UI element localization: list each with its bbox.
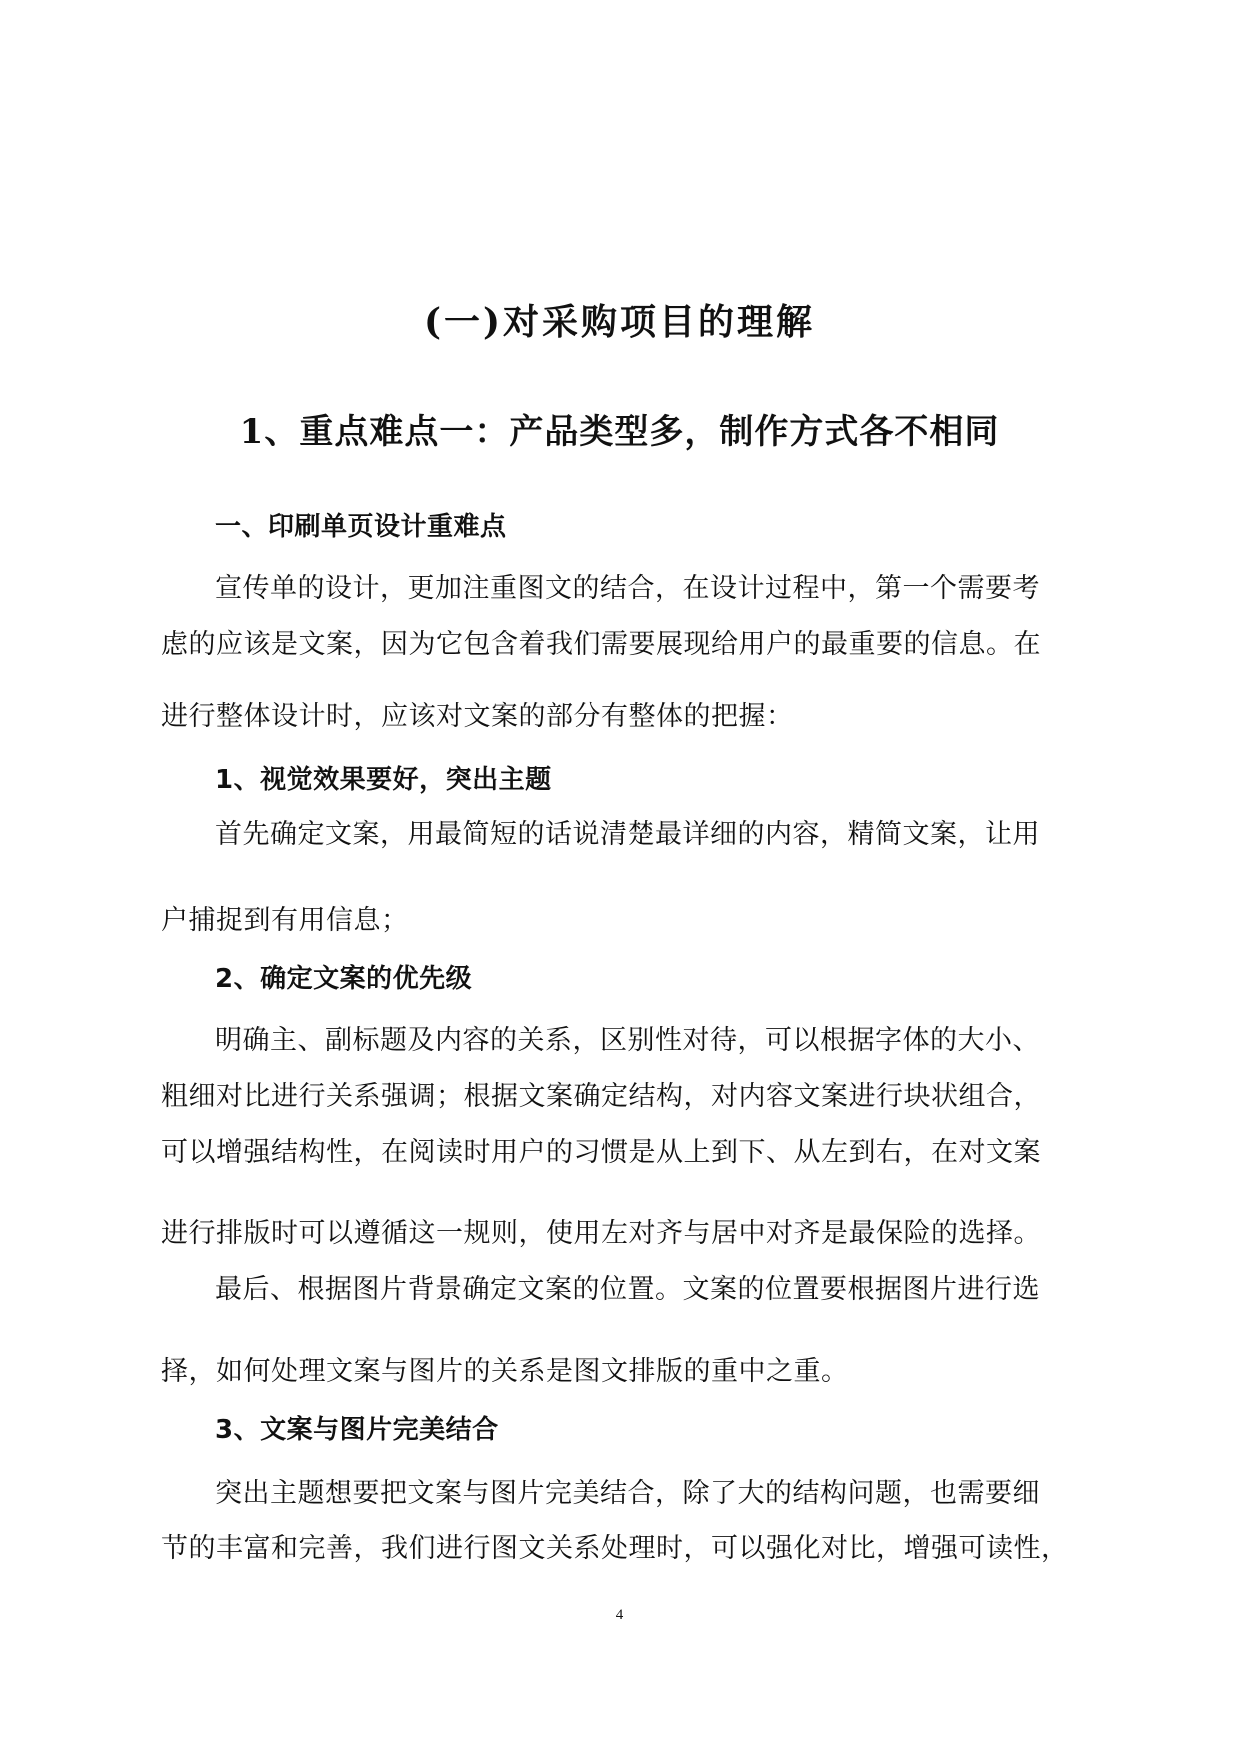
page-number: 4 bbox=[615, 1607, 624, 1623]
section-subtitle: 1、重点难点一：产品类型多，制作方式各不相同 bbox=[239, 412, 1000, 452]
item-heading: 1、视觉效果要好，突出主题 bbox=[215, 765, 552, 795]
paragraph-line: 明确主、副标题及内容的关系，区别性对待，可以根据字体的大小、 bbox=[215, 1025, 1040, 1056]
paragraph-line: 节的丰富和完善，我们进行图文关系处理时，可以强化对比，增强可读性， bbox=[161, 1533, 1069, 1564]
paragraph-line: 粗细对比进行关系强调；根据文案确定结构，对内容文案进行块状组合， bbox=[161, 1081, 1041, 1112]
paragraph-line: 最后、根据图片背景确定文案的位置。文案的位置要根据图片进行选 bbox=[215, 1274, 1040, 1305]
page-title: (一)对采购项目的理解 bbox=[423, 301, 816, 343]
paragraph-line: 可以增强结构性，在阅读时用户的习惯是从上到下、从左到右，在对文案 bbox=[161, 1137, 1041, 1168]
item-heading: 3、文案与图片完美结合 bbox=[215, 1415, 499, 1445]
paragraph-line: 突出主题想要把文案与图片完美结合，除了大的结构问题，也需要细 bbox=[215, 1478, 1040, 1509]
paragraph-line: 户捕捉到有用信息； bbox=[161, 905, 409, 936]
paragraph-line: 择，如何处理文案与图片的关系是图文排版的重中之重。 bbox=[161, 1356, 849, 1387]
paragraph-line: 首先确定文案，用最简短的话说清楚最详细的内容，精简文案，让用 bbox=[215, 819, 1040, 850]
paragraph-line: 进行排版时可以遵循这一规则，使用左对齐与居中对齐是最保险的选择。 bbox=[161, 1218, 1041, 1249]
paragraph-line: 进行整体设计时，应该对文案的部分有整体的把握： bbox=[161, 701, 794, 732]
paragraph-line: 虑的应该是文案，因为它包含着我们需要展现给用户的最重要的信息。在 bbox=[161, 629, 1041, 660]
item-heading: 2、确定文案的优先级 bbox=[215, 964, 473, 994]
section-heading: 一、印刷单页设计重难点 bbox=[215, 512, 507, 542]
paragraph-line: 宣传单的设计，更加注重图文的结合，在设计过程中，第一个需要考 bbox=[215, 573, 1040, 604]
